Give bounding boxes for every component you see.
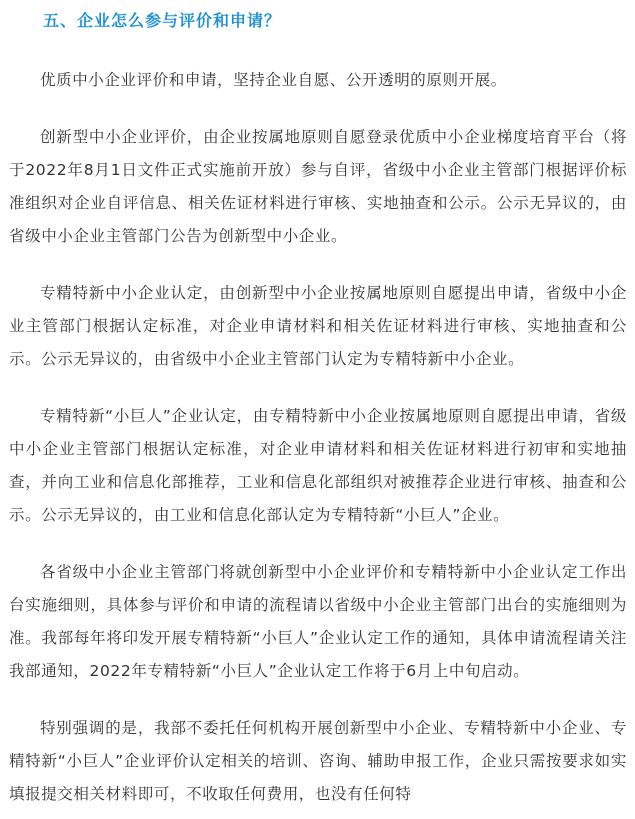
paragraph-specialized-sme-certification: 专精特新中小企业认定，由创新型中小企业按属地原则自愿提出申请，省级中小企业主管部门根据认定标准，对企业申请材料和相关佐证材料进行审核、实地抽查和公示。公示无异议的，由省级中小企业主管部门认定为专精特新中小企业。 — [9, 284, 627, 368]
article-body — [9, 0, 627, 811]
paragraph-special-emphasis: 特别强调的是，我部不委托任何机构开展创新型中小企业、专精特新中小企业、专精特新“小巨人”企业评价认定相关的培训、咨询、辅助申报工作，企业只需按要求如实填报提交相关材料即可，不收取任何费用，也没有任何特 — [9, 719, 627, 803]
paragraph-principle: 优质中小企业评价和申请，坚持企业自愿、公开透明的原则开展。 — [40, 71, 507, 89]
paragraph-innovative-sme-evaluation: 创新型中小企业评价，由企业按属地原则自愿登录优质中小企业梯度培育平台（将于2022年8月1日文件正式实施前开放）参与自评，省级中小企业主管部门根据评价标准组织对企业自评信息、相关佐证材料进行审核、实地抽查和公示。公示无异议的，由省级中小企业主管部门公告为创新型中小企业。 — [9, 128, 627, 245]
paragraph-little-giant-certification: 专精特新“小巨人”企业认定，由专精特新中小企业按属地原则自愿提出申请，省级中小企业主管部门根据认定标准，对企业申请材料和相关佐证材料进行初审和实地抽查，并向工业和信息化部推荐，工业和信息化部组织对被推荐企业进行审核、抽查和公示。公示无异议的，由工业和信息化部认定为专精特新“小巨人”企业。 — [9, 407, 627, 524]
paragraph-provincial-rules: 各省级中小企业主管部门将就创新型中小企业评价和专精特新中小企业认定工作出台实施细则，具体参与评价和申请的流程请以省级中小企业主管部门出台的实施细则为准。我部每年将印发开展专精特新“小巨人”企业认定工作的通知，具体申请流程请关注我部通知，2022年专精特新“小巨人”企业认定工作将于6月上中旬启动。 — [9, 563, 627, 680]
section-heading: 五、企业怎么参与评价和申请？ — [43, 11, 282, 30]
